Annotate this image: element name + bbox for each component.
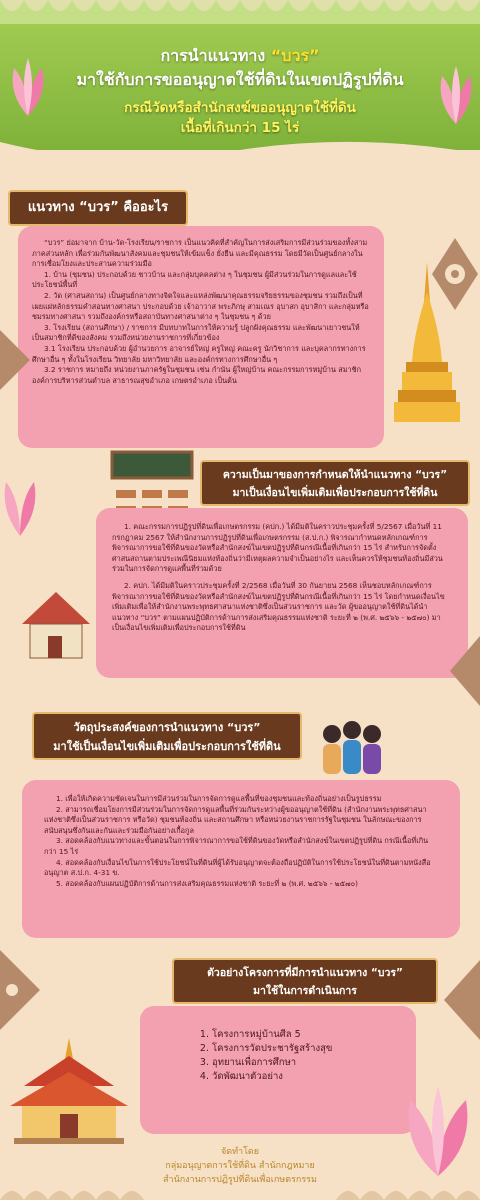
flower-diamond-icon [440,960,480,1040]
section1-item-3-2: 3.2 ราชการ หมายถึง หน่วยงานภาครัฐในชุมชน เช่น กำนัน ผู้ใหญ่บ้าน คณะกรรมการหมู่บ้าน สมาชิกองค์การบริหารส่วนตำบล สาธารณสุขอำเภอ เกษตรอำเภอ เป็นต้น [32,365,361,385]
lotus-icon [0,54,56,124]
flower-diamond-icon [0,950,44,1030]
project-item: 1. โครงการหมู่บ้านศีล 5 [212,1028,360,1042]
section1-banner: แนวทาง “บวร” คืออะไร [8,190,188,226]
section4-box [140,1006,416,1134]
project-item: 4. วัดพัฒนาตัวอย่าง [212,1070,360,1084]
section3-banner: วัตถุประสงค์ของการนำแนวทาง “บวร” มาใช้เป็นเงื่อนไขเพิ่มเติมเพื่อประกอบการใช้ที่ดิน [32,712,302,760]
title-line-2: มาใช้กับการขออนุญาตใช้ที่ดินในเขตปฏิรูปที่ดิน [76,70,404,89]
objective-1: 1. เพื่อให้เกิดความชัดเจนในการมีส่วนร่วมในการจัดการดูแลพื้นที่ของชุมชนและท้องถิ่นอย่างเป็นรูปธรรม [56,794,382,803]
section1-item-3: 3. โรงเรียน (สถานศึกษา) / ราชการ มีบทบาทในการให้ความรู้ ปลูกฝังคุณธรรม และพัฒนาเยาวชนให้เป็นสมาชิกที่ดีของสังคม รวมถึงหน่วยงานราชการที่เกี่ยวข้อง [32,322,360,343]
section3-box [22,780,460,938]
section2-banner: ความเป็นมาของการกำหนดให้นำแนวทาง “บวร” มาเป็นเงื่อนไขเพิ่มเติมเพื่อประกอบการใช้ที่ดิน [200,460,470,506]
section1-item-3-1: 3.1 โรงเรียน ประกอบด้วย ผู้อำนวยการ อาจารย์ใหญ่ ครูใหญ่ คณะครู นักวิชาการ และบุคลากรทางการศึกษาอื่น ๆ ทั้งในโรงเรียน วิทยาลัย มหาวิทยาลัย และองค์กรทางการศึกษาอื่น ๆ [32,343,366,364]
footer-label: จัดทำโดย [220,1147,260,1157]
objective-4: 4. สอดคล้องกับเงื่อนไขในการใช้ประโยชน์ในที่ดินที่ผู้ได้รับอนุญาตจะต้องถือปฏิบัติในการใช้ประโยชน์ในที่ดินตามหนังสืออนุญาต ส.ป.ก. 4-31 ข. [44,857,431,878]
section1-intro: “บวร” ย่อมาจาก บ้าน-วัด-โรงเรียน/ราชการ เป็นแนวคิดที่สำคัญในการส่งเสริมการมีส่วนร่วมของทั้งสามภาคส่วนหลัก เพื่อร่วมกันพัฒนาสังคมและชุมชนให้เข้มแข็ง ยั่งยืน และมีคุณธรรม โดยมีวัดเป็นศูนย์กลางในการเชื่อมโยงและประสานความร่วมมือ [32,238,368,269]
house-icon [20,590,92,660]
lotus-icon [0,470,40,540]
pagoda-icon [392,262,462,462]
project-item: 2. โครงการวัดประชารัฐสร้างสุข [212,1042,360,1056]
section2-box [96,508,468,678]
section1-item-2: 2. วัด (ศาสนสถาน) เป็นศูนย์กลางทางจิตใจและแหล่งพัฒนาคุณธรรมจริยธรรมของชุมชน รวมถึงเป็นที่เผยแผ่หลักธรรมคำสอนทางศาสนา ประกอบด้วย เจ้าอาวาส พระภิกษุ สามเณร อุบาสก อุบาสิกา และกลุ่มหรือชมรมทางศาสนา รวมถึงองค์กรหรือสถาบันทางศาสนาต่าง ๆ ในชุมชน ๆ ด้วย [32,290,369,322]
section1-box [18,226,384,448]
temple-icon [4,1036,134,1146]
lotus-icon [430,60,480,130]
footer-division: กลุ่มอนุญาตการใช้ที่ดิน สำนักกฎหมาย [165,1161,315,1171]
example-projects-list [196,1028,360,1084]
header-ornament [0,0,480,26]
project-item: 3. อุทยานเพื่อการศึกษา [212,1056,360,1070]
title-line-3: กรณีวัดหรือสำนักสงฆ์ขออนุญาตใช้ที่ดิน [124,100,356,116]
people-icon [318,720,384,780]
section2-point-1: 1. คณะกรรมการปฏิรูปที่ดินเพื่อเกษตรกรรม (คปก.) ได้มีมติในคราวประชุมครั้งที่ 5/2567 เมื่อวันที่ 11 กรกฎาคม 2567 ให้สำนักงานการปฏิรูปที่ดินเพื่อเกษตรกรรม (ส.ป.ก.) พิจารณากำหนดหลักเกณฑ์การพิจารณาการขอใช้ที่ดินของวัดหรือสำนักสงฆ์ในเขตปฏิรูปที่ดินกรณีเนื้อที่เกินกว่า 15 ไร่ สำหรับการจัดตั้งศาสนสถานตามประเพณีนิยมแห่งท้องถิ่นว่ามีเหตุผลความจำเป็นอย่างไร และเห็นควรให้ชุมชนท้องถิ่นมีส่วนร่วมในการจัดการดูแลพื้นที่ร่วมด้วย [112,522,443,574]
flower-diamond-icon [440,636,480,706]
section1-item-1: 1. บ้าน (ชุมชน) ประกอบด้วย ชาวบ้าน และกลุ่มบุคคลต่าง ๆ ในชุมชน ผู้มีส่วนร่วมในการดูแลและใช้ประโยชน์พื้นที่ [32,269,357,290]
footer-agency: สำนักงานการปฏิรูปที่ดินเพื่อเกษตรกรรม [163,1175,317,1185]
flower-diamond-icon [0,330,34,390]
section2-point-2: 2. คปก. ได้มีมติในคราวประชุมครั้งที่ 2/2568 เมื่อวันที่ 30 กันยายน 2568 เห็นชอบหลักเกณฑ์การพิจารณาการขอใช้ที่ดินของวัดหรือสำนักสงฆ์ในเขตปฏิรูปที่ดินกรณีเนื้อที่เกินกว่า 15 ไร่ โดยกำหนดเงื่อนไขเพิ่มเติมเพื่อให้สำนักงานพระพุทธศาสนาแห่งชาติซึ่งเป็นส่วนราชการ และวัด ผู้ขออนุญาตใช้ที่ดินได้นำแนวทาง “บวร” ตามแผนปฏิบัติการด้านการส่งเสริมคุณธรรมแห่งชาติ ระยะที่ ๒ (พ.ศ. ๒๕๖๖ - ๒๕๗๐) มาเป็นเงื่อนไขเพิ่มเติมเพื่อประกอบการใช้ที่ดิน [112,580,445,633]
title-line-1: การนำแนวทาง “บวร” [160,46,320,65]
objective-2: 2. สามารถเชื่อมโยงการมีส่วนร่วมในการจัดการดูแลพื้นที่ร่วมกันระหว่างผู้ขออนุญาตใช้ที่ดิน (สำนักงานพระพุทธศาสนาแห่งชาติซึ่งเป็นส่วนราชการ หรือวัด) ชุมชนท้องถิ่น และสถานศึกษา หรือหน่วยงานราชการรัฐในชุมชน ในลักษณะของการสนับสนุนซึ่งกันและกันและร่วมมือกันอย่างเกื้อกูล [44,804,427,835]
objective-3: 3. สอดคล้องกับแนวทางและขั้นตอนในการพิจารณาการขอใช้ที่ดินของวัดหรือสำนักสงฆ์ในเขตปฏิรูปที่ดิน กรณีเนื้อที่เกินกว่า 15 ไร่ [44,836,429,856]
section4-banner: ตัวอย่างโครงการที่มีการนำแนวทาง “บวร” มาใช้ในการดำเนินการ [172,958,438,1004]
footer-ornament [0,1178,480,1200]
title-line-4: เนื้อที่เกินกว่า 15 ไร่ [180,120,300,136]
objective-5: 5. สอดคล้องกับแผนปฏิบัติการด้านการส่งเสริมคุณธรรมแห่งชาติ ระยะที่ ๒ (พ.ศ. ๒๕๖๖ - ๒๕๗๐) [56,878,358,888]
